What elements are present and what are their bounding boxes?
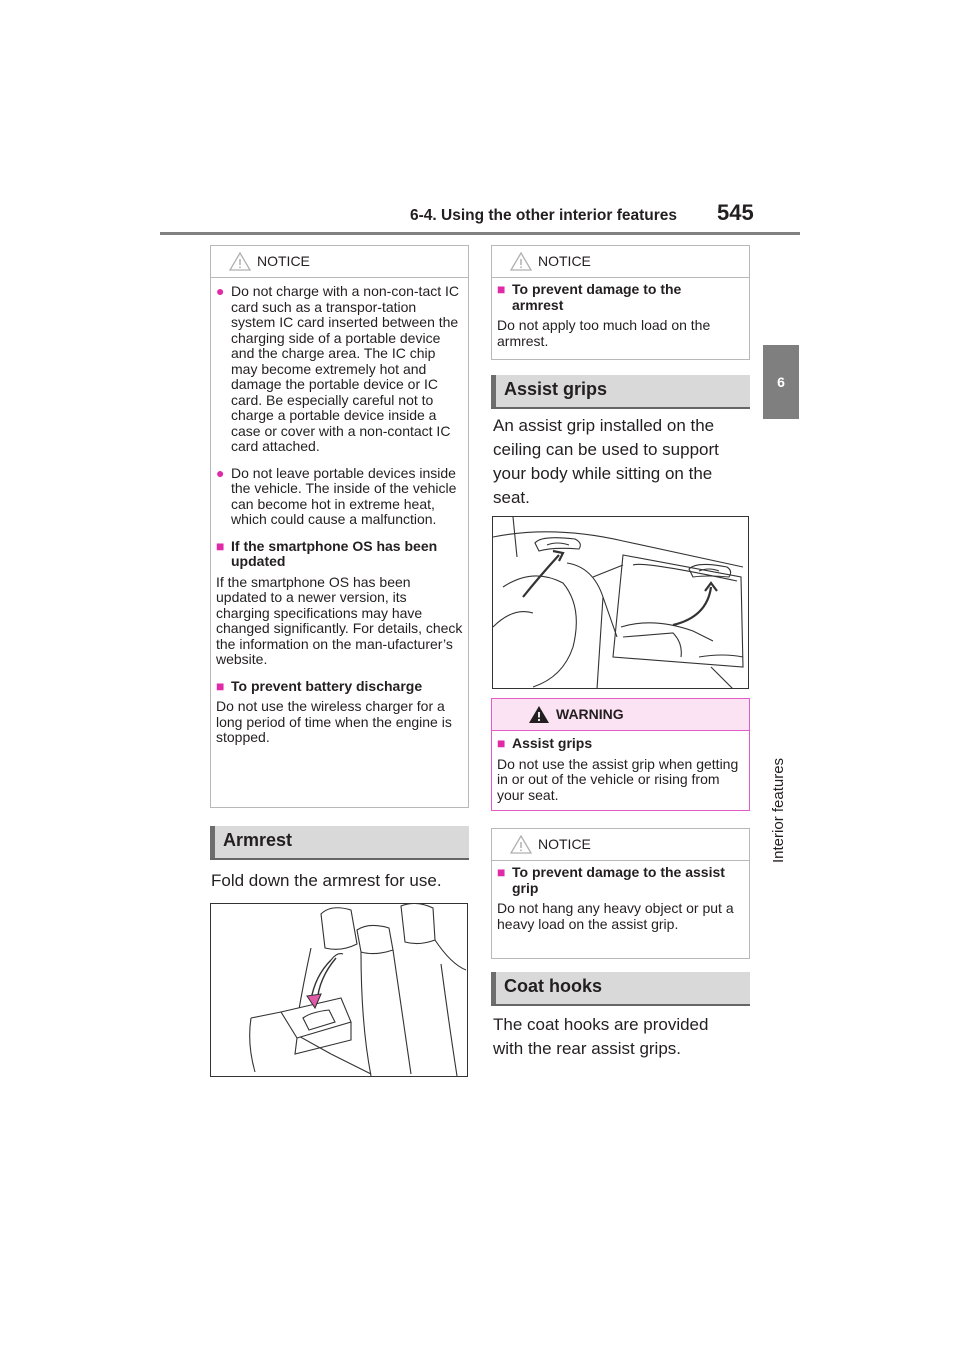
warning-filled-icon bbox=[528, 705, 550, 724]
notice-title: NOTICE bbox=[538, 253, 591, 269]
notice-subheading-text: To prevent damage to the assist grip bbox=[512, 864, 725, 896]
notice-subheading-text: To prevent damage to the armrest bbox=[512, 281, 682, 313]
caution-outline-icon bbox=[510, 252, 532, 271]
warning-box-assist-grips bbox=[491, 698, 750, 811]
caution-outline-icon bbox=[229, 252, 251, 271]
page-number: 545 bbox=[717, 200, 754, 225]
notice-box-assist-grip bbox=[491, 828, 750, 959]
chapter-side-label-text: Interior features bbox=[770, 757, 787, 863]
notice-box-body bbox=[211, 278, 468, 746]
circle-bullet: ● bbox=[216, 464, 225, 481]
notice-box-armrest bbox=[491, 245, 750, 360]
notice-box-body bbox=[492, 278, 749, 349]
caution-outline-icon bbox=[510, 835, 532, 854]
notice-title: NOTICE bbox=[538, 836, 591, 852]
square-bullet: ■ bbox=[497, 281, 506, 297]
armrest-illustration bbox=[210, 903, 468, 1077]
section-heading-assist-grips bbox=[491, 375, 750, 409]
notice-box-charging bbox=[210, 245, 469, 808]
coat-hooks-body-text: The coat hooks are provided with the rear assist grips. bbox=[493, 1015, 709, 1058]
notice-title: NOTICE bbox=[257, 253, 310, 269]
section-heading-text: Assist grips bbox=[504, 379, 608, 399]
notice-bullet-item bbox=[216, 466, 464, 528]
header-rule bbox=[160, 232, 800, 235]
notice-paragraph: If the smartphone OS has been updated to a newer version, its charging specifications may have changed significantly. For details, check the information on the man-ufacturer’s website. bbox=[216, 573, 463, 667]
notice-bullet-text: Do not charge with a non-con-tact IC card such as a transpor-tation system IC card inserted between the charging side of a portable device and the charge area. The IC chip may become extremely hot and damage the portable device or IC card. Be especially careful not to charge a portable device inside a case or cover with a non-contact IC card attached. bbox=[231, 283, 460, 454]
warning-subheading bbox=[497, 736, 745, 752]
notice-subheading bbox=[216, 539, 464, 570]
warning-title: WARNING bbox=[556, 706, 624, 722]
notice-paragraph: Do not use the wireless charger for a long period of time when the engine is stopped. bbox=[216, 698, 452, 745]
square-bullet: ■ bbox=[497, 735, 506, 751]
notice-subheading bbox=[216, 679, 464, 695]
warning-box-body bbox=[492, 731, 749, 803]
section-heading-coat-hooks bbox=[491, 972, 750, 1006]
notice-box-header bbox=[492, 246, 749, 278]
notice-paragraph: Do not hang any heavy object or put a heavy load on the assist grip. bbox=[497, 900, 734, 932]
notice-box-header bbox=[211, 246, 468, 278]
notice-bullet-item bbox=[216, 284, 464, 455]
armrest-body-text: Fold down the armrest for use. bbox=[211, 871, 442, 890]
square-bullet: ■ bbox=[497, 864, 506, 880]
notice-box-header bbox=[492, 829, 749, 861]
notice-subheading-text: If the smartphone OS has been updated bbox=[231, 537, 438, 569]
square-bullet: ■ bbox=[216, 677, 225, 694]
notice-paragraph: Do not apply too much load on the armrest. bbox=[497, 317, 711, 349]
running-header-title: 6-4. Using the other interior features bbox=[410, 207, 677, 224]
warning-subheading-text: Assist grips bbox=[512, 735, 593, 751]
warning-box-header bbox=[492, 699, 749, 731]
assist-grips-body-text: An assist grip installed on the ceiling can be used to support your body while sitting on the seat. bbox=[493, 416, 719, 507]
notice-bullet-text: Do not leave portable devices inside the vehicle. The inside of the vehicle can become hot in extreme heat, which could cause a malfunction. bbox=[231, 464, 457, 527]
notice-subheading bbox=[497, 865, 745, 896]
circle-bullet: ● bbox=[216, 283, 225, 299]
warning-paragraph: Do not use the assist grip when getting in or out of the vehicle or rising from your seat. bbox=[497, 755, 739, 803]
notice-subheading-text: To prevent battery discharge bbox=[231, 677, 423, 694]
section-heading-text: Coat hooks bbox=[504, 976, 603, 996]
assist-grips-illustration bbox=[492, 516, 749, 689]
square-bullet: ■ bbox=[216, 537, 225, 554]
section-heading-armrest bbox=[210, 826, 469, 860]
notice-box-body bbox=[492, 861, 749, 932]
section-heading-text: Armrest bbox=[223, 830, 293, 850]
chapter-side-label bbox=[768, 438, 794, 868]
notice-subheading bbox=[497, 282, 745, 313]
chapter-tab: 6 bbox=[763, 345, 799, 419]
